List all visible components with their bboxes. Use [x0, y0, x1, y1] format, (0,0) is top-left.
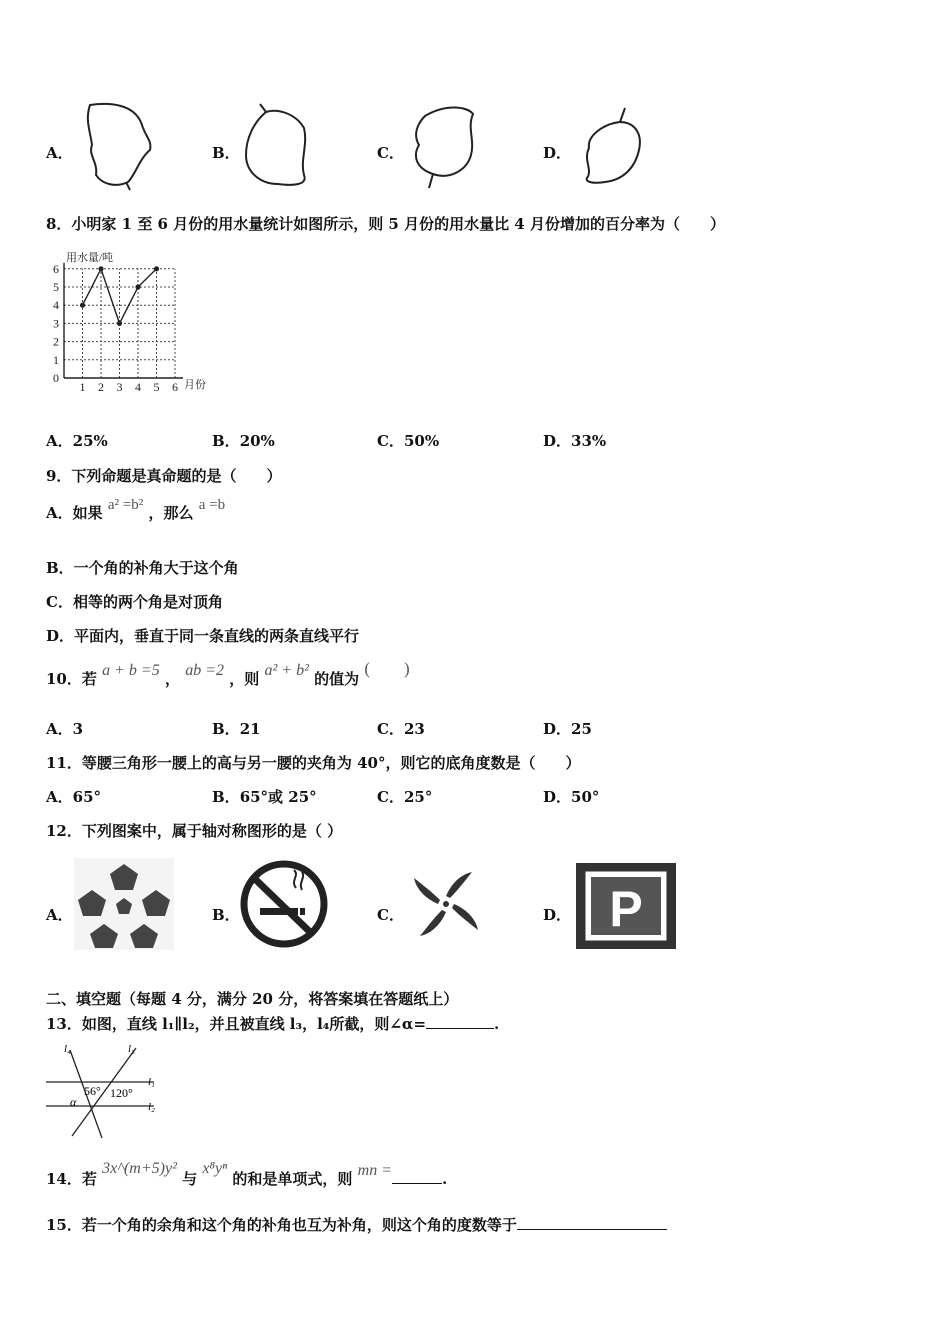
chart-x-tick-label: 1 — [79, 380, 86, 394]
chart-y-tick-label: 0 — [53, 371, 59, 385]
chart-data-point — [154, 266, 159, 271]
q10-comma: ， — [164, 670, 180, 688]
q10-paren: ( ) — [364, 659, 410, 678]
q13-l4-label: l₄ — [64, 1043, 71, 1055]
q12-option-c-pinwheel-figure — [404, 858, 488, 950]
chart-x-tick-label: 2 — [98, 380, 104, 394]
parking-letter: P — [609, 881, 643, 937]
section2-heading: 二、填空题（每题 4 分，满分 20 分，将答案填在答题纸上） — [46, 990, 459, 1008]
chart-data-point — [135, 284, 140, 289]
q12-option-b-no-smoking-figure — [238, 858, 330, 950]
q13-answer-blank[interactable] — [426, 1014, 494, 1029]
chart-y-tick-label: 6 — [53, 261, 59, 276]
chart-x-tick-label: 4 — [135, 380, 141, 394]
q8-option-b: B．20% — [212, 432, 275, 450]
q12-option-c-label: C． — [377, 906, 404, 924]
q15-answer-blank[interactable] — [517, 1215, 667, 1230]
q8-water-usage-chart — [44, 248, 224, 398]
q10-math1: a + b =5 — [102, 662, 160, 679]
q8-option-c: C．50% — [377, 432, 440, 450]
q14-answer-blank[interactable] — [392, 1169, 442, 1184]
q7-option-b-leaf-figure — [238, 100, 318, 192]
q7-option-d-label: D． — [543, 144, 572, 162]
q10-option-a: A．3 — [46, 720, 84, 738]
chart-axes — [64, 263, 183, 378]
q10-option-b: B．21 — [212, 720, 261, 738]
q8-option-a: A．25% — [46, 432, 108, 450]
q11-option-c: C．25° — [377, 788, 433, 806]
q10-prefix: 10．若 — [46, 670, 97, 688]
q13-angle-56-label: 56° — [84, 1084, 101, 1098]
q13-parallel-lines-figure — [44, 1040, 164, 1140]
chart-y-tick-label: 2 — [53, 334, 59, 349]
q8-option-d: D．33% — [543, 432, 607, 450]
chart-data-point — [80, 303, 85, 308]
q9-option-a-prefix: A．如果 — [46, 504, 103, 522]
q14-math3: mn = — [357, 1162, 393, 1179]
q14-mid: 与 — [182, 1170, 198, 1188]
q7-option-a-label: A． — [46, 144, 73, 162]
q14-prefix: 14．若 — [46, 1170, 97, 1188]
q13-angle-120-label: 120° — [110, 1086, 133, 1100]
q15-stem-text: 15．若一个角的余角和这个角的补角也互为补角，则这个角的度数等于 — [46, 1216, 517, 1234]
chart-y-axis-label: 用水量/吨 — [66, 252, 114, 264]
q14-math2: x⁸yⁿ — [202, 1160, 228, 1177]
q10-math2: ab =2 — [185, 662, 224, 679]
q9-option-c: C．相等的两个角是对顶角 — [46, 593, 223, 611]
q13-l1-label: l₁ — [148, 1076, 155, 1088]
chart-x-tick-label: 5 — [153, 380, 160, 394]
q11-option-b: B．65°或 25° — [212, 788, 317, 806]
q9-option-a — [46, 497, 226, 523]
q12-option-a-label: A． — [46, 906, 73, 924]
q7-option-b-label: B． — [212, 144, 240, 162]
q14-suffix: 的和是单项式，则 — [232, 1170, 353, 1188]
q13-alpha-label: α — [70, 1095, 77, 1109]
q10-option-c: C．23 — [377, 720, 425, 738]
q10-stem — [46, 659, 410, 689]
q10-option-d: D．25 — [543, 720, 592, 738]
q10-mid: ，则 — [229, 670, 260, 688]
chart-y-tick-label: 5 — [53, 280, 59, 294]
q7-option-a-leaf-figure — [80, 100, 160, 192]
q12-option-d-parking-sign-figure — [575, 862, 677, 950]
q12-option-b-label: B． — [212, 906, 240, 924]
chart-data-point — [98, 266, 103, 271]
q15-stem — [46, 1214, 667, 1235]
q9-option-a-math1: a² =b² — [107, 497, 144, 513]
q13-l2-label: l₂ — [148, 1101, 155, 1113]
q11-option-d: D．50° — [543, 788, 600, 806]
q14-math1: 3x^(m+5)y² — [102, 1160, 177, 1177]
q14-stem: 14．若 3x^(m+5)y² 与 x⁸yⁿ 的和是单项式，则 mn = . — [46, 1160, 448, 1188]
q13-stem-text: 13．如图，直线 l₁∥l₂，并且被直线 l₃，l₄所截，则∠α= — [46, 1015, 427, 1033]
q7-option-c-label: C． — [377, 144, 404, 162]
q12-option-d-label: D． — [543, 906, 572, 924]
q12-option-a-pentagons-figure — [74, 858, 174, 950]
chart-data-point — [117, 321, 122, 326]
q7-option-d-leaf-figure — [575, 100, 655, 192]
q9-option-b: B．一个角的补角大于这个角 — [46, 559, 239, 577]
q11-option-a: A．65° — [46, 788, 102, 806]
chart-y-tick-label: 3 — [53, 316, 59, 331]
q9-option-d: D．平面内，垂直于同一条直线的两条直线平行 — [46, 627, 360, 645]
q7-option-c-leaf-figure — [405, 100, 485, 192]
q10-suffix: 的值为 — [314, 670, 360, 688]
chart-x-axis-label: 月份 — [184, 379, 206, 391]
q9-option-a-mid: ，那么 — [148, 504, 194, 522]
q13-l3-label: l₃ — [128, 1043, 135, 1055]
q10-math3: a² + b² — [264, 662, 309, 679]
chart-y-tick-label: 4 — [53, 298, 59, 313]
q8-stem: 8．小明家 1 至 6 月份的用水量统计如图所示，则 5 月份的用水量比 4 月份增加的百分率为（ ） — [46, 215, 725, 233]
q9-stem: 9．下列命题是真命题的是（ ） — [46, 467, 282, 485]
q9-option-a-math2: a =b — [198, 497, 226, 513]
q12-stem: 12．下列图案中，属于轴对称图形的是（ ） — [46, 822, 343, 840]
q11-stem: 11．等腰三角形一腰上的高与另一腰的夹角为 40°，则它的底角度数是（ ） — [46, 754, 581, 772]
chart-x-tick-label: 3 — [116, 380, 123, 394]
q13-stem: 13．如图，直线 l₁∥l₂，并且被直线 l₃，l₄所截，则∠α= . — [46, 1015, 500, 1033]
chart-x-tick-label: 6 — [172, 380, 178, 394]
chart-y-tick-label: 1 — [53, 352, 59, 367]
